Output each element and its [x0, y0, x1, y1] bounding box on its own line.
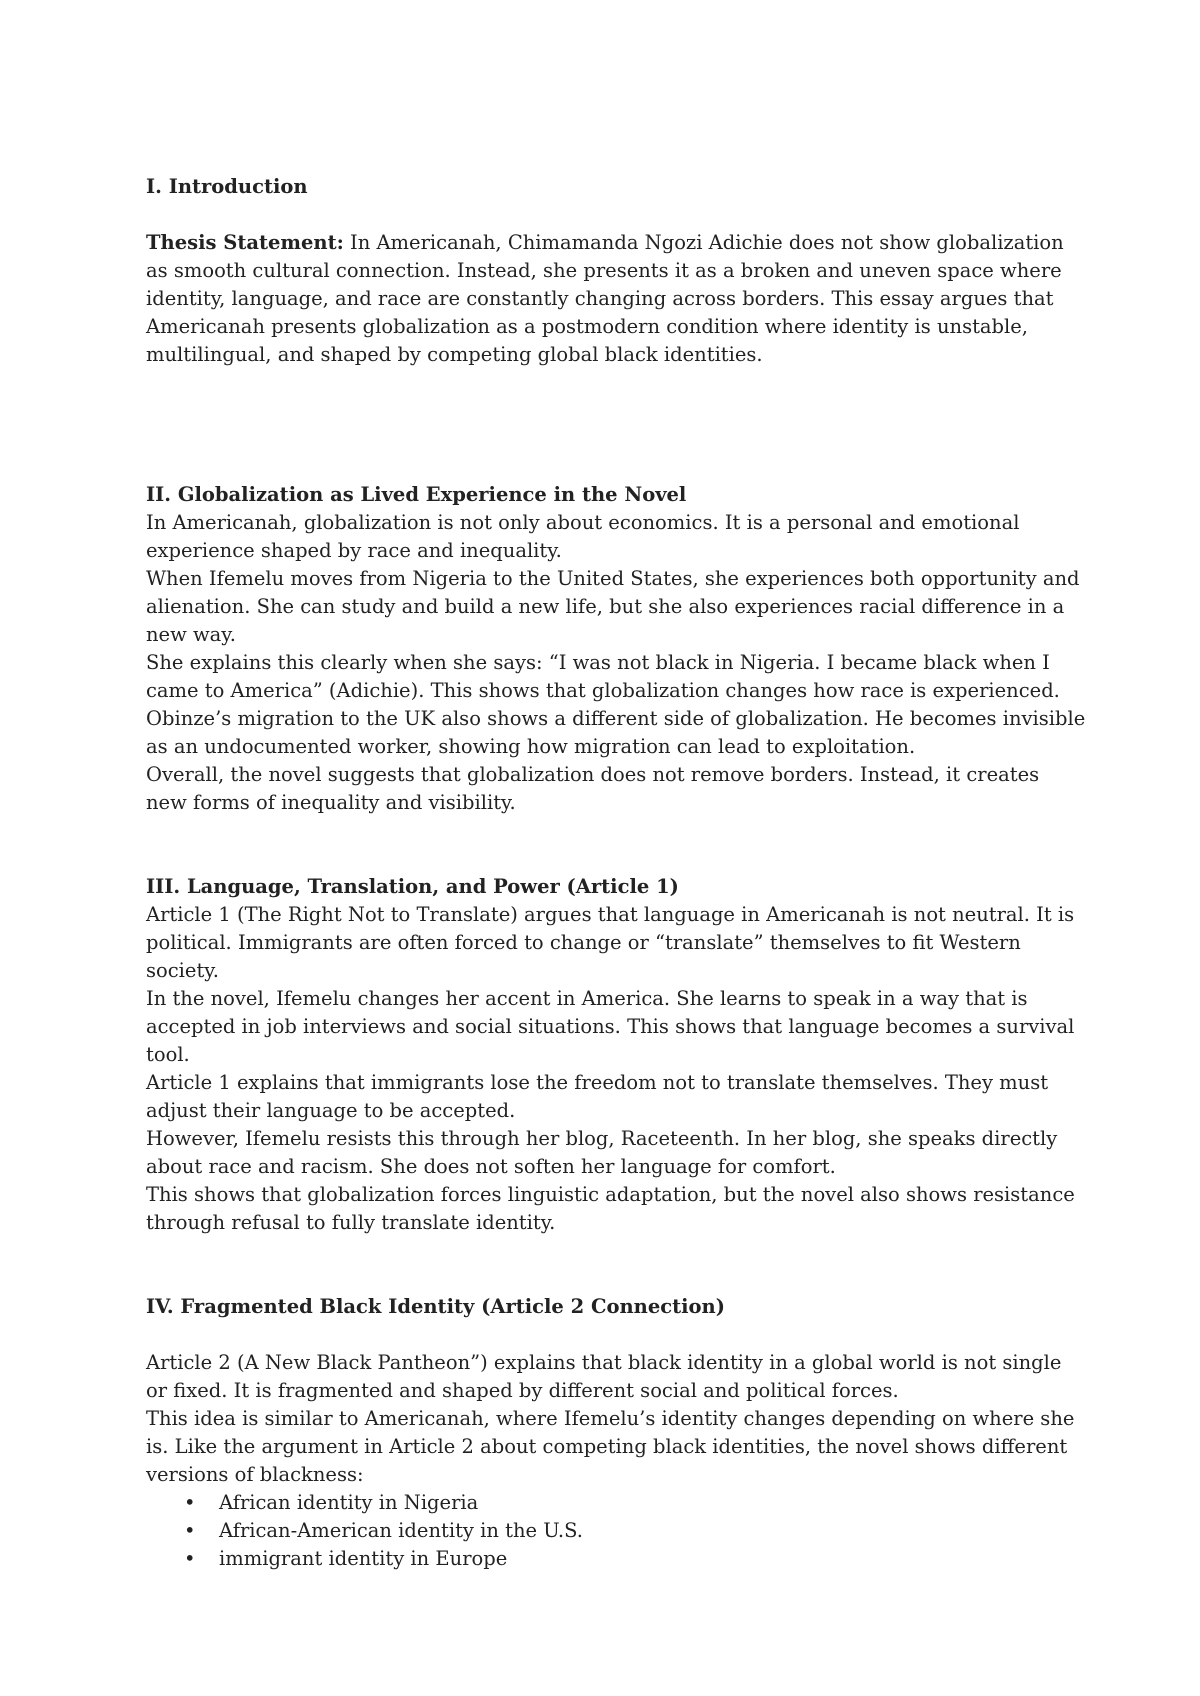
bullet-list — [146, 1489, 1086, 1573]
document-body — [146, 173, 1086, 1573]
section-heading-globalization: II. Globalization as Lived Experience in the Novel — [146, 483, 687, 506]
list-item — [146, 1489, 1086, 1517]
paragraph: However, Ifemelu resists this through her blog, Raceteenth. In her blog, she speaks directly about race and racism. She does not soften her language for comfort. — [146, 1127, 1058, 1178]
paragraph: Obinze’s migration to the UK also shows a different side of globalization. He becomes invisible as an undocumented worker, showing how migration can lead to exploitation. — [146, 707, 1086, 758]
paragraph: This shows that globalization forces linguistic adaptation, but the novel also shows resistance through refusal to fully translate identity. — [146, 1183, 1075, 1234]
list-item — [146, 1517, 1086, 1545]
list-item-text: African-American identity in the U.S. — [219, 1519, 583, 1542]
list-item — [146, 1545, 1086, 1573]
spacer — [146, 201, 1086, 229]
paragraph: Article 1 (The Right Not to Translate) argues that language in Americanah is not neutral. It is political. Immigrants are often forced to change or “translate” themselves to fit Western society. — [146, 903, 1075, 982]
paragraph: Article 1 explains that immigrants lose the freedom not to translate themselves. They must adjust their language to be accepted. — [146, 1071, 1049, 1122]
paragraph: In the novel, Ifemelu changes her accent in America. She learns to speak in a way that is accepted in job interviews and social situations. This shows that language becomes a survival tool. — [146, 987, 1075, 1066]
section-heading-fragmented-identity: IV. Fragmented Black Identity (Article 2 Connection) — [146, 1295, 725, 1318]
paragraph: This idea is similar to Americanah, where Ifemelu’s identity changes depending on where she is. Like the argument in Article 2 about competing black identities, the novel shows different versions of blackness: — [146, 1407, 1075, 1486]
thesis-label: Thesis Statement: — [146, 231, 344, 254]
thesis-text: In Americanah, Chimamanda Ngozi Adichie does not show globalization as smooth cultural connection. Instead, she presents it as a broken and uneven space where identity, language, and race are constantly changing across borders. This essay argues that Americanah presents globalization as a postmodern condition where identity is unstable, multilingual, and shaped by competing global black identities. — [146, 231, 1064, 366]
paragraph: Article 2 (A New Black Pantheon”) explains that black identity in a global world is not single or fixed. It is fragmented and shaped by different social and political forces. — [146, 1351, 1062, 1402]
section-heading-introduction: I. Introduction — [146, 175, 308, 198]
spacer — [146, 369, 1086, 481]
list-item-text: immigrant identity in Europe — [219, 1547, 508, 1570]
paragraph: In Americanah, globalization is not only about economics. It is a personal and emotional experience shaped by race and inequality. — [146, 511, 1020, 562]
spacer — [146, 1321, 1086, 1349]
bullet-icon: • — [184, 1519, 196, 1542]
thesis-paragraph — [146, 229, 1086, 369]
paragraph: Overall, the novel suggests that globalization does not remove borders. Instead, it creates new forms of inequality and visibility. — [146, 763, 1040, 814]
section-heading-language: III. Language, Translation, and Power (Article 1) — [146, 875, 679, 898]
paragraph: She explains this clearly when she says: “I was not black in Nigeria. I became black when I came to America” (Adichie). This shows that globalization changes how race is experienced. — [146, 651, 1060, 702]
spacer — [146, 817, 1086, 873]
spacer — [146, 1237, 1086, 1293]
bullet-icon: • — [184, 1547, 196, 1570]
bullet-icon: • — [184, 1491, 196, 1514]
paragraph: When Ifemelu moves from Nigeria to the United States, she experiences both opportunity and alienation. She can study and build a new life, but she also experiences racial difference in a new way. — [146, 567, 1080, 646]
list-item-text: African identity in Nigeria — [219, 1491, 479, 1514]
